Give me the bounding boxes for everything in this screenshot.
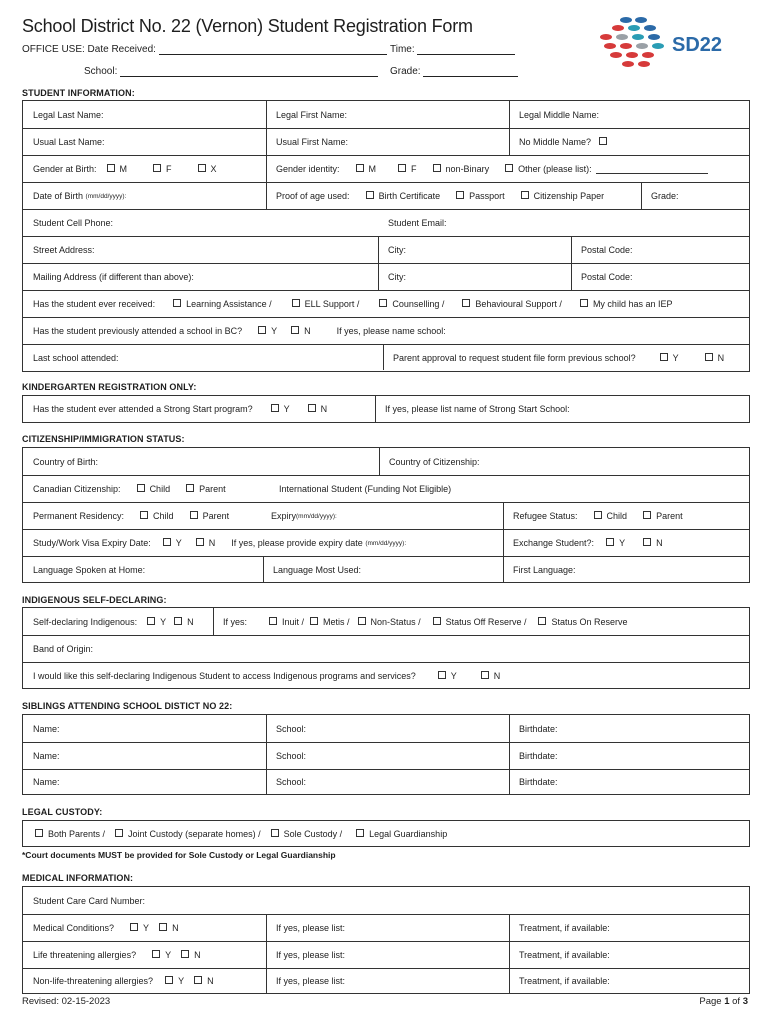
postal-code-field[interactable]: Postal Code: bbox=[581, 245, 633, 255]
table-row bbox=[23, 715, 749, 742]
usual-last-name-field[interactable]: Usual Last Name: bbox=[33, 137, 105, 147]
life-threatening-allergies: Life threatening allergies? Y N bbox=[33, 950, 201, 960]
date-received-field[interactable] bbox=[159, 45, 387, 55]
no-middle-name: No Middle Name? bbox=[509, 129, 612, 155]
city-field[interactable]: City: bbox=[388, 245, 406, 255]
gender-row bbox=[23, 155, 749, 182]
joint-custody-checkbox[interactable] bbox=[115, 829, 123, 837]
mailing-postal-field[interactable]: Postal Code: bbox=[581, 272, 633, 282]
sibling-name-field[interactable]: Name: bbox=[33, 751, 60, 761]
kindergarten-box bbox=[22, 395, 750, 423]
canadian-citizenship: Canadian Citizenship: Child Parent bbox=[33, 484, 226, 494]
non-status-checkbox[interactable] bbox=[358, 617, 366, 625]
pr-child-checkbox[interactable] bbox=[140, 511, 148, 519]
refugee-status: Refugee Status: Child Parent bbox=[513, 511, 683, 521]
counselling-checkbox[interactable] bbox=[379, 299, 387, 307]
gender-identity-m-checkbox[interactable] bbox=[356, 164, 364, 172]
gender-at-birth: Gender at Birth: M F X bbox=[33, 164, 217, 174]
medical-list-field[interactable]: If yes, please list: bbox=[276, 923, 346, 933]
medical-conditions-n-checkbox[interactable] bbox=[159, 923, 167, 931]
parent-approval: Parent approval to request student file form previous school? Y N bbox=[393, 352, 725, 363]
iep-checkbox[interactable] bbox=[580, 299, 588, 307]
citizenship-paper-checkbox[interactable] bbox=[521, 191, 529, 199]
student-info-box bbox=[22, 100, 750, 372]
gender-identity-other-checkbox[interactable] bbox=[505, 164, 513, 172]
page-number: Page 1 of 3 bbox=[699, 996, 748, 1007]
non-life-allergies-y-checkbox[interactable] bbox=[165, 976, 173, 984]
custody-options: Both Parents / Joint Custody (separate homes) / Sole Custody / Legal Guardianship bbox=[23, 821, 447, 846]
grade-label: Grade: bbox=[390, 66, 421, 77]
sibling-school-field[interactable]: School: bbox=[276, 777, 307, 787]
non-life-allergies-n-checkbox[interactable] bbox=[194, 976, 202, 984]
sole-custody-checkbox[interactable] bbox=[271, 829, 279, 837]
office-use-date bbox=[22, 44, 387, 55]
learning-assistance-checkbox[interactable] bbox=[173, 299, 181, 307]
canadian-child-checkbox[interactable] bbox=[137, 484, 145, 492]
non-life-threatening-allergies: Non-life-threatening allergies? Y N bbox=[33, 976, 214, 986]
medical-heading: MEDICAL INFORMATION: bbox=[22, 873, 134, 883]
contact-row bbox=[23, 209, 749, 236]
previously-attended: Has the student previously attended a school in BC? Y N If yes, please name school: bbox=[33, 326, 446, 336]
citizenship-box bbox=[22, 447, 750, 583]
international-student: International Student (Funding Not Eligible) bbox=[279, 484, 452, 494]
student-email-field[interactable]: Student Email: bbox=[388, 218, 447, 228]
student-info-heading: STUDENT INFORMATION: bbox=[22, 88, 135, 98]
strong-start-y-checkbox[interactable] bbox=[271, 404, 279, 412]
band-of-origin-field[interactable]: Band of Origin: bbox=[33, 644, 94, 654]
pr-expiry-field[interactable]: Expiry (mm/dd/yyyy): bbox=[271, 511, 337, 521]
study-visa: Study/Work Visa Expiry Date: Y N If yes, please provide expiry date (mm/dd/yyyy): bbox=[33, 538, 407, 548]
language-most-used-field[interactable]: Language Most Used: bbox=[273, 564, 362, 575]
sibling-school-field[interactable]: School: bbox=[276, 751, 307, 761]
parent-approval-n-checkbox[interactable] bbox=[705, 353, 713, 361]
first-language-field[interactable]: First Language: bbox=[513, 564, 576, 575]
gender-identity-nonbinary-checkbox[interactable] bbox=[433, 164, 441, 172]
life-allergies-treatment-field[interactable]: Treatment, if available: bbox=[519, 950, 610, 960]
school-field[interactable] bbox=[120, 67, 378, 77]
gender-birth-x-checkbox[interactable] bbox=[198, 164, 206, 172]
office-use-time bbox=[390, 44, 515, 55]
parent-approval-y-checkbox[interactable] bbox=[660, 353, 668, 361]
access-y-checkbox[interactable] bbox=[438, 671, 446, 679]
sibling-birthdate-field[interactable]: Birthdate: bbox=[519, 751, 558, 761]
mailing-address-field[interactable]: Mailing Address (if different than above): bbox=[33, 272, 194, 282]
kindergarten-heading: KINDERGARTEN REGISTRATION ONLY: bbox=[22, 382, 197, 392]
table-row bbox=[23, 914, 749, 941]
canadian-parent-checkbox[interactable] bbox=[186, 484, 194, 492]
indigenous-heading: INDIGENOUS SELF-DECLARING: bbox=[22, 595, 167, 605]
strong-start: Has the student ever attended a Strong Start program? Y N bbox=[33, 404, 328, 414]
permanent-residency: Permanent Residency: Child Parent bbox=[33, 511, 230, 521]
gender-birth-f-checkbox[interactable] bbox=[153, 164, 161, 172]
legal-names-row bbox=[23, 101, 749, 128]
table-row bbox=[23, 769, 749, 794]
custody-box bbox=[22, 820, 750, 847]
care-card-field[interactable]: Student Care Card Number: bbox=[33, 895, 146, 906]
office-use-grade bbox=[390, 66, 518, 77]
gender-identity-f-checkbox[interactable] bbox=[398, 164, 406, 172]
study-visa-y-checkbox[interactable] bbox=[163, 538, 171, 546]
proof-of-age: Proof of age used: Birth Certificate Passport Citizenship Paper bbox=[276, 191, 605, 201]
sibling-school-field[interactable]: School: bbox=[276, 723, 307, 734]
medical-conditions-y-checkbox[interactable] bbox=[130, 923, 138, 931]
both-parents-checkbox[interactable] bbox=[35, 829, 43, 837]
indigenous-box bbox=[22, 607, 750, 689]
medical-treatment-field[interactable]: Treatment, if available: bbox=[519, 923, 610, 933]
services-row bbox=[23, 290, 749, 317]
date-of-birth-field[interactable]: Date of Birth (mm/dd/yyyy): bbox=[33, 191, 127, 201]
passport-checkbox[interactable] bbox=[456, 191, 464, 199]
language-home-field[interactable]: Language Spoken at Home: bbox=[33, 564, 146, 575]
medical-box bbox=[22, 886, 750, 994]
gender-birth-m-checkbox[interactable] bbox=[107, 164, 115, 172]
self-declaring-n-checkbox[interactable] bbox=[174, 617, 182, 625]
citizenship-heading: CITIZENSHIP/IMMIGRATION STATUS: bbox=[22, 434, 185, 444]
access-n-checkbox[interactable] bbox=[481, 671, 489, 679]
behavioural-support-checkbox[interactable] bbox=[462, 299, 470, 307]
usual-names-row bbox=[23, 128, 749, 155]
life-allergies-n-checkbox[interactable] bbox=[181, 950, 189, 958]
revised-date: Revised: 02-15-2023 bbox=[22, 996, 111, 1007]
street-row bbox=[23, 236, 749, 263]
form-title: School District No. 22 (Vernon) Student Registration Form bbox=[22, 16, 473, 36]
legal-guardianship-checkbox[interactable] bbox=[356, 829, 364, 837]
inuit-checkbox[interactable] bbox=[269, 617, 277, 625]
indigenous-access: I would like this self-declaring Indigenous Student to access Indigenous programs and services? Y N bbox=[33, 670, 501, 681]
last-school-row bbox=[23, 344, 749, 370]
off-reserve-checkbox[interactable] bbox=[433, 617, 441, 625]
office-use-school bbox=[84, 66, 378, 77]
strong-start-n-checkbox[interactable] bbox=[308, 404, 316, 412]
prev-attended-n-checkbox[interactable] bbox=[291, 326, 299, 334]
study-visa-n-checkbox[interactable] bbox=[196, 538, 204, 546]
refugee-parent-checkbox[interactable] bbox=[643, 511, 651, 519]
date-received-label: OFFICE USE: Date Received: bbox=[22, 44, 156, 55]
pr-parent-checkbox[interactable] bbox=[190, 511, 198, 519]
metis-checkbox[interactable] bbox=[310, 617, 318, 625]
refugee-child-checkbox[interactable] bbox=[594, 511, 602, 519]
on-reserve-checkbox[interactable] bbox=[538, 617, 546, 625]
grade-field[interactable] bbox=[423, 67, 518, 77]
ell-support-checkbox[interactable] bbox=[292, 299, 300, 307]
time-field[interactable] bbox=[417, 45, 515, 55]
birth-certificate-checkbox[interactable] bbox=[366, 191, 374, 199]
non-life-allergies-treatment-field[interactable]: Treatment, if available: bbox=[519, 976, 610, 986]
sibling-name-field[interactable]: Name: bbox=[33, 723, 60, 734]
medical-conditions: Medical Conditions? Y N bbox=[33, 923, 179, 933]
sibling-birthdate-field[interactable]: Birthdate: bbox=[519, 777, 558, 787]
life-allergies-y-checkbox[interactable] bbox=[152, 950, 160, 958]
self-declaring-y-checkbox[interactable] bbox=[147, 617, 155, 625]
exchange-y-checkbox[interactable] bbox=[606, 538, 614, 546]
street-address-field[interactable]: Street Address: bbox=[33, 245, 95, 255]
non-life-allergies-list-field[interactable]: If yes, please list: bbox=[276, 976, 346, 986]
strong-start-school-field[interactable]: If yes, please list name of Strong Start School: bbox=[385, 404, 570, 414]
sibling-birthdate-field[interactable]: Birthdate: bbox=[519, 723, 558, 734]
dob-row bbox=[23, 182, 749, 209]
custody-heading: LEGAL CUSTODY: bbox=[22, 807, 103, 817]
table-row bbox=[23, 968, 749, 993]
country-of-citizenship-field[interactable]: Country of Citizenship: bbox=[389, 456, 480, 467]
prev-school-row bbox=[23, 317, 749, 344]
usual-first-name-field[interactable]: Usual First Name: bbox=[276, 137, 349, 147]
custody-note: *Court documents MUST be provided for Sole Custody or Legal Guardianship bbox=[22, 850, 336, 860]
services-received: Has the student ever received: Learning Assistance / ELL Support / Counselling / Behavioural Support / My child has an IEP bbox=[33, 299, 673, 309]
exchange-student: Exchange Student?: Y N bbox=[513, 538, 663, 548]
siblings-heading: SIBLINGS ATTENDING SCHOOL DISTICT NO 22: bbox=[22, 701, 233, 711]
time-label: Time: bbox=[390, 44, 415, 55]
sd22-logo bbox=[598, 14, 750, 72]
student-cell-field[interactable]: Student Cell Phone: bbox=[33, 218, 114, 228]
gender-identity: Gender identity: M F non-Binary Other (please list): bbox=[266, 156, 708, 182]
self-declaring: Self-declaring Indigenous: Y N bbox=[33, 616, 194, 627]
legal-first-name-field[interactable]: Legal First Name: bbox=[276, 109, 348, 120]
table-row bbox=[23, 941, 749, 968]
mailing-row bbox=[23, 263, 749, 290]
country-of-birth-field[interactable]: Country of Birth: bbox=[33, 456, 99, 467]
last-school-field[interactable]: Last school attended: bbox=[33, 352, 119, 363]
if-yes-school-label: If yes, please name school: bbox=[336, 326, 446, 336]
legal-last-name-field[interactable]: Legal Last Name: bbox=[33, 109, 104, 120]
life-allergies-list-field[interactable]: If yes, please list: bbox=[276, 950, 346, 960]
grade-field-student[interactable]: Grade: bbox=[651, 191, 679, 201]
gender-other-field[interactable] bbox=[596, 165, 708, 174]
school-label: School: bbox=[84, 66, 118, 77]
indigenous-status: If yes: Inuit / Metis / Non-Status / Status Off Reserve / Status On Reserve bbox=[223, 616, 628, 627]
siblings-box bbox=[22, 714, 750, 795]
exchange-n-checkbox[interactable] bbox=[643, 538, 651, 546]
mailing-city-field[interactable]: City: bbox=[388, 272, 406, 282]
logo-text: SD22 bbox=[672, 34, 723, 56]
no-middle-name-checkbox[interactable] bbox=[599, 137, 607, 145]
table-row bbox=[23, 742, 749, 769]
sibling-name-field[interactable]: Name: bbox=[33, 777, 60, 787]
prev-attended-y-checkbox[interactable] bbox=[258, 326, 266, 334]
legal-middle-name-field[interactable]: Legal Middle Name: bbox=[519, 109, 600, 120]
